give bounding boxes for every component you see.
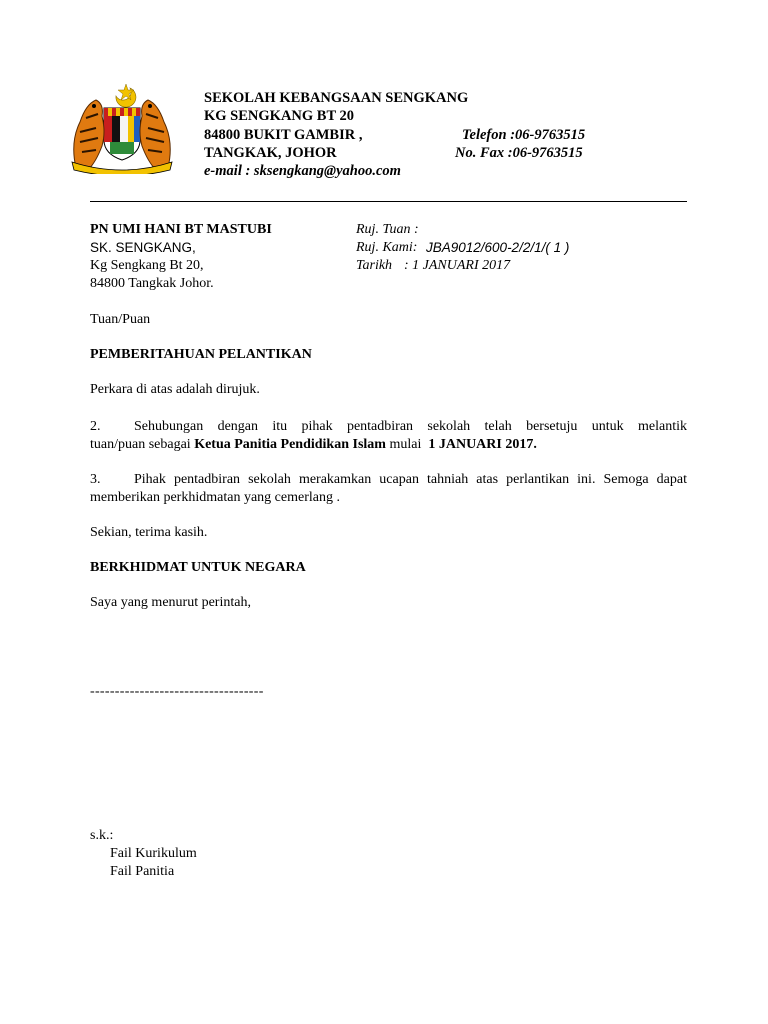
appointment-date: 1 JANUARI 2017. [428, 437, 537, 452]
appointment-post: Ketua Panitia Pendidikan Islam [194, 437, 386, 452]
school-address-line-3: TANGKAK, JOHOR [204, 145, 337, 161]
recipient-address-line-3: 84800 Tangkak Johor. [90, 276, 214, 291]
opening-line: Perkara di atas adalah dirujuk. [90, 382, 260, 397]
ref-tarikh-value: : 1 JANUARI 2017 [404, 258, 511, 273]
recipient-address-line-1: SK. SENGKANG, [90, 240, 196, 255]
recipient-name: PN UMI HANI BT MASTUBI [90, 222, 272, 237]
closing-line: Sekian, terima kasih. [90, 525, 208, 540]
sign-off: Saya yang menurut perintah, [90, 595, 251, 610]
school-address-line-2: 84800 BUKIT GAMBIR , [204, 127, 363, 143]
malaysia-coat-of-arms-icon [66, 82, 178, 174]
letter-subject: PEMBERITAHUAN PELANTIKAN [90, 347, 312, 362]
school-email: e-mail : sksengkang@yahoo.com [204, 163, 401, 179]
paragraph-3-line-2: memberikan perkhidmatan yang cemerlang . [90, 490, 340, 505]
signature-line: ----------------------------------- [90, 684, 264, 699]
paragraph-3-number: 3. [90, 472, 101, 487]
paragraph-3 [90, 471, 687, 507]
ref-ruj-kami-value: JBA9012/600-2/2/1/( 1 ) [426, 240, 570, 255]
school-name: SEKOLAH KEBANGSAAN SENGKANG [204, 90, 469, 106]
letterhead-divider [90, 201, 687, 202]
school-address-line-1: KG SENGKANG BT 20 [204, 108, 354, 124]
paragraph-2-line-2: tuan/puan sebagai Ketua Panitia Pendidikan Islam mulai 1 JANUARI 2017. [90, 437, 537, 452]
motto: BERKHIDMAT UNTUK NEGARA [90, 560, 306, 575]
cc-item-kurikulum: Fail Kurikulum [110, 846, 197, 861]
school-fax: No. Fax :06-9763515 [455, 145, 583, 161]
school-telephone: Telefon :06-9763515 [462, 127, 586, 143]
paragraph-2 [90, 418, 687, 454]
paragraph-3-line-1: 3. Pihak pentadbiran sekolah merakamkan ucapan tahniah atas perlantikan ini. Semoga dapat [90, 472, 687, 487]
ref-ruj-tuan: Ruj. Tuan : [356, 222, 419, 237]
ref-ruj-kami-label: Ruj. Kami: [356, 240, 418, 255]
paragraph-2-line-1: 2. Sehubungan dengan itu pihak pentadbiran sekolah telah bersetuju untuk melantik [90, 419, 687, 434]
paragraph-2-number: 2. [90, 419, 101, 434]
cc-label: s.k.: [90, 828, 114, 843]
cc-item-panitia: Fail Panitia [110, 864, 175, 879]
ref-tarikh-label: Tarikh [356, 258, 393, 273]
recipient-address-line-2: Kg Sengkang Bt 20, [90, 258, 204, 273]
salutation: Tuan/Puan [90, 312, 151, 327]
